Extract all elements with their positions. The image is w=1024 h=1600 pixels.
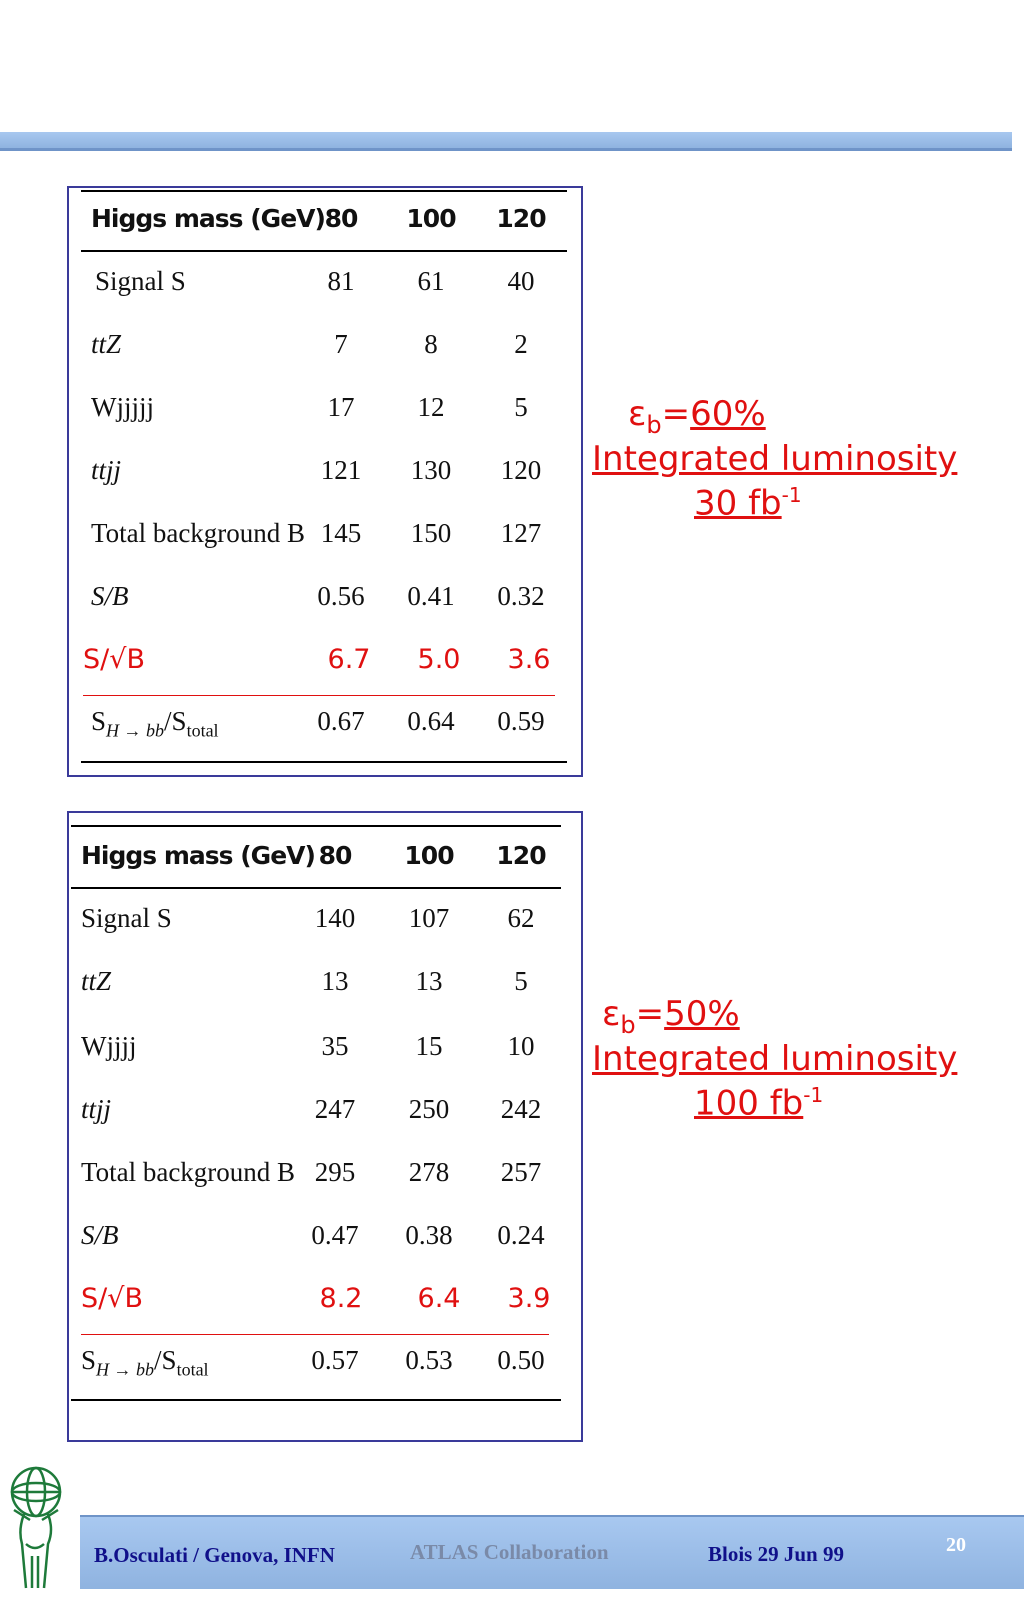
page-number: 20 [946,1534,966,1556]
row-label: Wjjjj [81,1031,137,1061]
row-value: 107 [408,903,450,933]
row-value: 17 [327,392,355,422]
efficiency-note-1: $\varepsilon_b=60\%$ [628,394,766,439]
row-value: 130 [410,455,452,485]
row-value: 0.47 [311,1220,359,1250]
row-value: 0.56 [317,581,365,611]
header-label: Higgs mass (GeV) [81,841,315,870]
row-value: 0.59 [497,706,545,736]
significance-label: S/√B [81,1283,143,1314]
row-value: 61 [417,266,445,296]
row-value: 8 [424,329,438,359]
row-value: 0.24 [497,1220,545,1250]
table-top-rule [81,190,567,192]
header-mass-80: 80 [318,841,352,870]
results-table-2 [67,811,583,1442]
row-value: 10 [507,1031,535,1061]
significance-value: 3.6 [507,644,551,675]
row-value: 5 [514,966,528,996]
row-value: 0.53 [405,1345,453,1375]
row-value: 295 [314,1157,356,1187]
significance-underline [83,695,555,696]
table-top-rule [71,825,561,827]
atlas-logo-icon [4,1460,64,1590]
row-value: 35 [321,1031,349,1061]
row-value: 120 [500,455,542,485]
row-value: 15 [415,1031,443,1061]
header-mass-120: 120 [496,841,546,870]
header-label: Higgs mass (GeV) [91,204,325,233]
results-table-1 [67,186,583,777]
ratio-label: $S_{H \to bb}/S_{total}$ [81,1345,209,1380]
significance-value: 6.7 [327,644,371,675]
row-value: 257 [500,1157,542,1187]
row-value: 150 [410,518,452,548]
row-value: 145 [320,518,362,548]
header-mass-120: 120 [496,204,546,233]
row-label: Total background B [91,518,306,548]
footer-collaboration: ATLAS Collaboration [410,1540,609,1564]
row-value: 62 [507,903,535,933]
row-value: 13 [415,966,443,996]
row-value: 121 [320,455,362,485]
row-value: 13 [321,966,349,996]
row-label: ttjj [81,1094,112,1124]
row-label: Wjjjjj [91,392,154,422]
header-rule [71,887,561,889]
row-value: 250 [408,1094,450,1124]
table-bottom-rule [71,1399,561,1401]
row-value: 0.64 [407,706,455,736]
significance-label: S/√B [83,644,145,675]
row-value: 81 [327,266,355,296]
row-value: 140 [314,903,356,933]
significance-value: 3.9 [507,1283,551,1314]
row-value: 12 [417,392,445,422]
luminosity-label-2: Integrated luminosity [592,1039,958,1079]
header-mass-100: 100 [406,204,456,233]
luminosity-label-1: Integrated luminosity [592,439,958,479]
luminosity-value-2: 100 $fb^{-1}$ [694,1083,824,1124]
row-value: 247 [314,1094,356,1124]
header-rule [81,250,567,252]
row-value: 0.57 [311,1345,359,1375]
significance-underline [81,1334,549,1335]
ratio-label: $S_{H \to bb}/S_{total}$ [91,706,219,741]
row-label: Signal S [95,266,186,296]
row-value: 278 [408,1157,450,1187]
footer-author: B.Osculati / Genova, INFN [94,1543,335,1567]
row-value: 0.50 [497,1345,545,1375]
row-value: 40 [507,266,535,296]
row-label: Total background B [81,1157,296,1187]
row-value: 0.67 [317,706,365,736]
row-value: 0.41 [407,581,455,611]
row-value: 127 [500,518,542,548]
significance-value: 5.0 [417,644,461,675]
significance-value: 8.2 [319,1283,363,1314]
significance-value: 6.4 [417,1283,461,1314]
efficiency-note-2: $\varepsilon_b=50\%$ [602,994,740,1039]
row-value: 5 [514,392,528,422]
header-mass-80: 80 [324,204,358,233]
row-label: Signal S [81,903,172,933]
row-label: ttZ [91,329,122,359]
row-label: S/B [81,1220,119,1250]
row-label: S/B [91,581,129,611]
header-mass-100: 100 [404,841,454,870]
row-value: 7 [334,329,348,359]
table-bottom-rule [81,761,567,763]
luminosity-value-1: 30 $fb^{-1}$ [694,483,802,524]
row-value: 0.38 [405,1220,453,1250]
row-value: 242 [500,1094,542,1124]
row-value: 2 [514,329,528,359]
row-label: ttjj [91,455,122,485]
header-bar [0,132,1012,151]
row-label: ttZ [81,966,112,996]
row-value: 0.32 [497,581,545,611]
footer-date: Blois 29 Jun 99 [708,1542,844,1566]
